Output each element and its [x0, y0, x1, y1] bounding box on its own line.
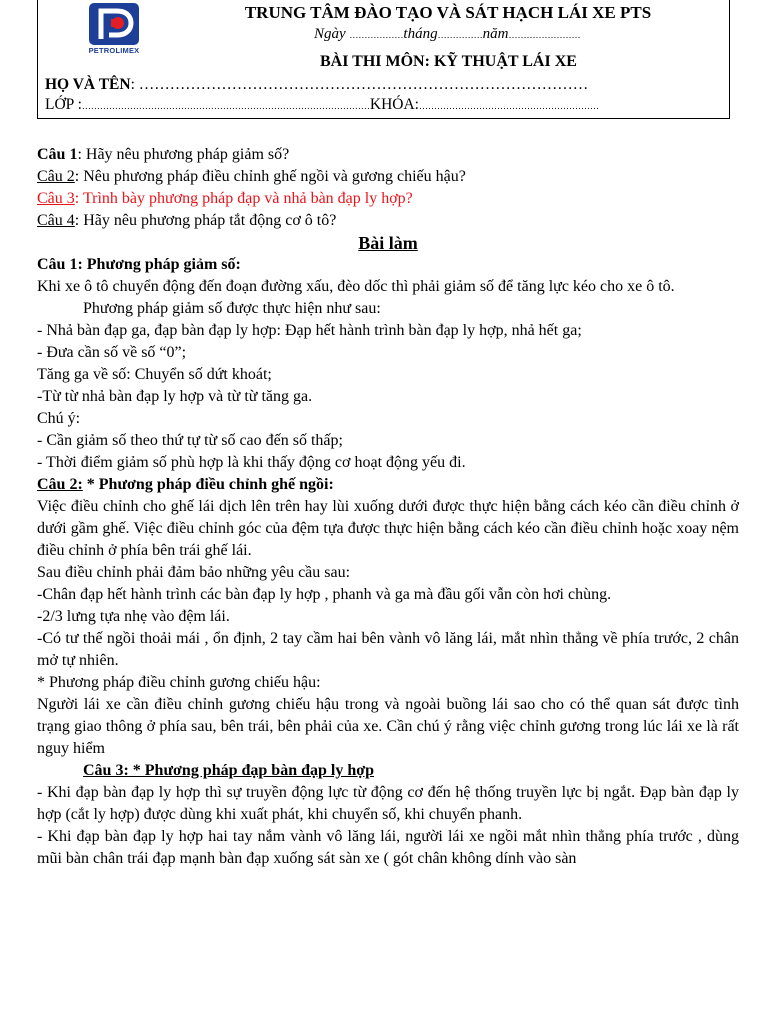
answer-3-heading: Câu 3: * Phương pháp đạp bàn đạp ly hợp [83, 762, 374, 779]
name-blank: : …………………………………………………………………………… [130, 76, 589, 93]
answer-2-mirror-heading: * Phương pháp điều chỉnh gương chiếu hậu: [37, 674, 321, 691]
question-number: Câu 1 [37, 146, 78, 163]
date-month-label: tháng [403, 26, 438, 42]
answer-1-line: -Từ từ nhả bàn đạp ly hợp và từ từ tăng ga. [37, 388, 313, 405]
exam-header [37, 0, 730, 119]
answer-2-req-line: -2/3 lưng tựa nhẹ vào đệm lái. [37, 608, 230, 625]
question-text: : Hãy nêu phương pháp giảm số? [77, 146, 290, 163]
question-text: : Trình bày phương pháp đạp và nhả bàn đạp ly hợp? [74, 190, 413, 207]
question-text: : Nêu phương pháp điều chỉnh ghế ngồi và gương chiếu hậu? [74, 168, 466, 185]
answer-1-heading: Câu 1: Phương pháp giảm số: [37, 256, 241, 273]
question-number: Câu 2 [37, 168, 75, 185]
answer-1-line: - Thời điểm giảm số phù hợp là khi thấy động cơ hoạt động yếu đi. [37, 454, 466, 471]
question-number: Câu 3 [37, 190, 75, 207]
logo-wordmark: PETROLIMEX [88, 46, 140, 55]
petrolimex-logo-icon [89, 3, 139, 45]
exam-content [37, 144, 739, 870]
answer-1-intro: Khi xe ô tô chuyển động đến đoạn đường xấu, đèo dốc thì phải giảm số để tăng lực kéo cho xe ô tô. [37, 278, 675, 295]
answer-title: Bài làm [358, 233, 418, 253]
subject-label: BÀI THI MÔN [320, 53, 425, 70]
answer-1-line: - Đưa cần số về số “0”; [37, 344, 187, 361]
answer-2-para: Việc điều chỉnh cho ghế lái dịch lên trên hay lùi xuống dưới được thực hiện bằng cách kéo cần điều chỉnh ở dưới gầm ghế. Việc điều chỉnh góc của đệm tựa được thực hiện bằng cách kéo cần điều chỉnh hoặc xoay nệm điều chỉnh ở phía bên trái ghế lái. [37, 498, 739, 559]
answer-2-heading: Câu 2: * Phương pháp điều chỉnh ghế ngồi: [37, 476, 334, 493]
question-1 [37, 144, 739, 166]
petrolimex-logo [89, 3, 139, 55]
answer-2-req-intro: Sau điều chỉnh phải đảm bảo những yêu cầu sau: [37, 564, 351, 581]
answer-3-para: - Khi đạp bàn đạp ly hợp thì sự truyền động lực từ động cơ đến hệ thống truyền lực bị ngắt. Đạp bàn đạp ly hợp (cắt ly hợp) được dùng khi xuất phát, khi chuyển số, khi chuyển phanh. [37, 784, 739, 823]
course-blank: …………………………………………………… [418, 101, 599, 111]
question-2 [37, 166, 739, 188]
question-4 [37, 210, 739, 232]
answer-2-req-line: -Chân đạp hết hành trình các bàn đạp ly hợp , phanh và ga mà đầu gối vẫn còn hơi chùng. [37, 586, 612, 603]
date-line [314, 26, 580, 43]
date-month-blank: …………… [437, 30, 483, 40]
answer-1-method-intro: Phương pháp giảm số được thực hiện như sau: [83, 300, 381, 317]
answer-1-line: - Nhả bàn đạp ga, đạp bàn đạp ly hợp: Đạp hết hành trình bàn đạp ly hợp, nhả hết ga; [37, 322, 582, 339]
answer-1-line: - Cần giảm số theo thứ tự từ số cao đến số thấp; [37, 432, 343, 449]
date-year-blank: …………………… [508, 30, 581, 40]
class-field [45, 96, 599, 114]
course-label: KHÓA: [369, 96, 419, 113]
answer-1-line: Tăng ga về số: Chuyển số dứt khoát; [37, 366, 272, 383]
question-3 [37, 188, 739, 210]
answer-2-mirror-para: Người lái xe cần điều chỉnh gương chiếu hậu trong và ngoài buồng lái sao cho có thể quan sát được tình trạng giao thông ở phía sau, bên trái, bên phải của xe. Cần chú ý rằng việc chỉnh gương trong lúc lái xe là rất nguy hiểm [37, 696, 739, 757]
answer-1-line: Chú ý: [37, 410, 81, 427]
name-field [45, 76, 588, 94]
class-blank: …………………………………………………………………………………… [81, 101, 370, 111]
answer-2-req-line: -Có tư thế ngồi thoải mái , ổn định, 2 tay cầm hai bên vành vô lăng lái, mắt nhìn thẳng về phía trước, 2 chân mở tự nhiên. [37, 630, 739, 669]
name-label: HỌ VÀ TÊN [45, 76, 131, 93]
center-name: TRUNG TÂM ĐÀO TẠO VÀ SÁT HẠCH LÁI XE PTS [244, 3, 652, 22]
question-number: Câu 4 [37, 212, 75, 229]
subject-value: : KỸ THUẬT LÁI XE [424, 53, 577, 70]
date-year-label: năm [482, 26, 509, 42]
exam-subject [320, 53, 577, 71]
question-text: : Hãy nêu phương pháp tắt động cơ ô tô? [74, 212, 337, 229]
date-day-blank: ……………… [349, 30, 404, 40]
date-day-label: Ngày [314, 26, 346, 42]
class-label: LỚP : [45, 96, 82, 113]
answer-3-para: - Khi đạp bàn đạp ly hợp hai tay nắm vành vô lăng lái, người lái xe ngồi mắt nhìn thẳng phía trước , dùng mũi bàn chân trái đạp mạnh bàn đạp xuống sát sàn xe ( gót chân không dính vào sàn [37, 828, 739, 867]
